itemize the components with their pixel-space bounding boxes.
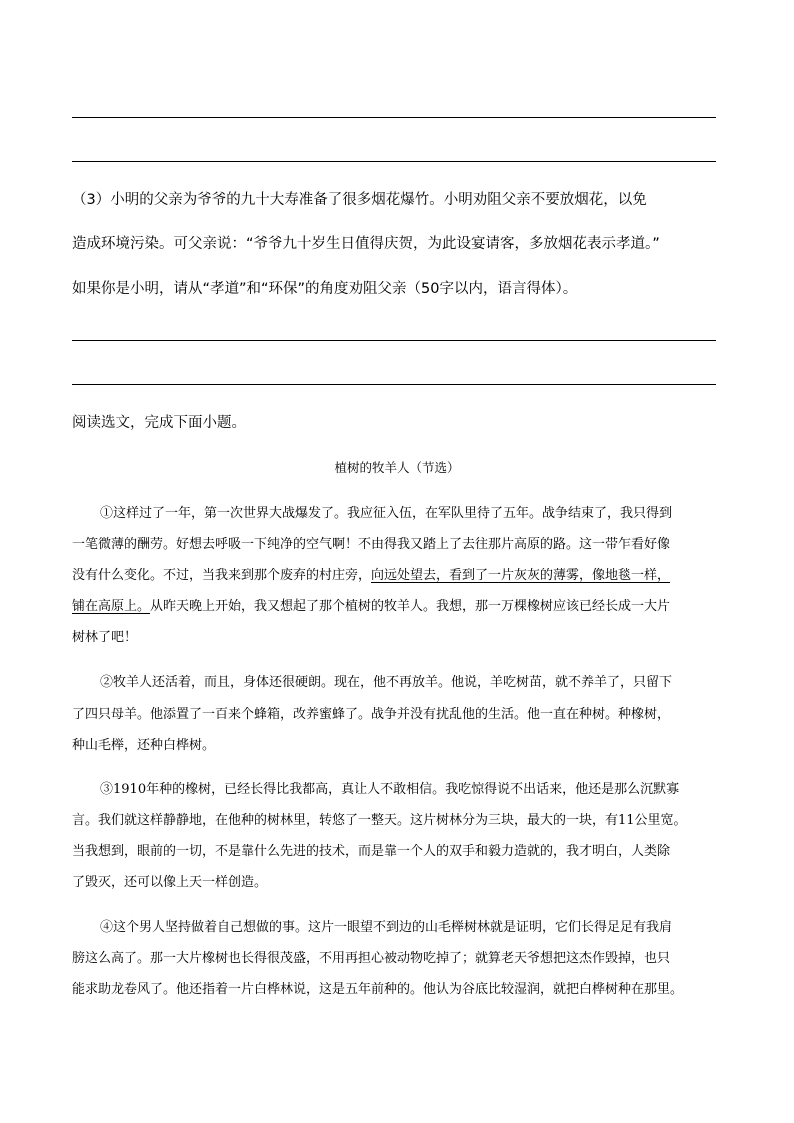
para3-line3: 当我想到，眼前的一切，不是靠什么先进的技术，而是靠一个人的双手和毅力造就的，我才明白，人类除 [72, 844, 671, 859]
para2-line2: 了四只母羊。他添置了一百来个蜂箱，改养蜜蜂了。战争并没有扰乱他的生活。他一直在种树。种橡树， [72, 707, 671, 722]
para1-line1: ①这样过了一年，第一次世界大战爆发了。我应征入伍，在军队里待了五年。战争结束了，我只得到 [100, 506, 673, 521]
para1-line4 [72, 597, 670, 617]
para4-line1: ④这个男人坚持做着自己想做的事。这片一眼望不到边的山毛榉树林就是证明，它们长得足足有我肩 [100, 920, 673, 935]
para1-line3-plain: 没有什么变化。不过，当我来到那个废弃的村庄旁， [72, 568, 372, 583]
para2-line1: ②牧羊人还活着，而且，身体还很硬朗。现在，他不再放羊。他说，羊吃树苗，就不养羊了，只留下 [100, 675, 673, 690]
para1-underlined-sentence-start: 向远处望去，看到了一片灰灰的薄雾，像地毯一样， [371, 568, 671, 583]
para3-line4: 了毁灭，还可以像上天一样创造。 [72, 875, 268, 890]
question3-line3: 如果你是小明，请从“孝道”和“环保”的角度劝阻父亲（50字以内，语言得体）。 [72, 281, 578, 297]
para3-line2: 言。我们就这样静静地，在他种的树林里，转悠了一整天。这片树林分为三块，最大的一块，有11公里宽。 [72, 813, 687, 828]
answer-line-4 [72, 384, 716, 385]
answer-line-1 [72, 117, 716, 118]
question3-line1: （3）小明的父亲为爷爷的九十大寿准备了很多烟花爆竹。小明劝阻父亲不要放烟花，以免 [72, 192, 647, 208]
answer-line-2 [72, 161, 716, 162]
para1-underlined-sentence-end: 铺在高原上。 [72, 599, 151, 614]
para1-line5: 树林了吧！ [72, 630, 138, 645]
passage-title: 植树的牧羊人（节选） [334, 460, 460, 475]
answer-line-3 [72, 340, 716, 341]
question3-line2: 造成环境污染。可父亲说：“爷爷九十岁生日值得庆贺，为此设宴请客，多放烟花表示孝道。” [72, 236, 660, 252]
para2-line3: 种山毛榉，还种白桦树。 [72, 738, 216, 753]
para1-line4-plain: 从昨天晚上开始，我又想起了那个植树的牧羊人。我想，那一万棵橡树应该已经长成一大片 [150, 599, 671, 614]
para1-line3 [72, 566, 670, 586]
reading-instruction: 阅读选文，完成下面小题。 [72, 415, 246, 431]
para3-line1: ③1910年种的橡树，已经长得比我都高，真让人不敢相信。我吃惊得说不出话来，他还是那么沉默寡 [100, 782, 680, 797]
para4-line2: 膀这么高了。那一大片橡树也长得很茂盛，不用再担心被动物吃掉了；就算老天爷想把这杰作毁掉，也只 [72, 951, 671, 966]
para4-line3: 能求助龙卷风了。他还指着一片白桦林说，这是五年前种的。他认为谷底比较湿润，就把白桦树种在那里。 [72, 982, 684, 997]
para1-line2: 一笔微薄的酬劳。好想去呼吸一下纯净的空气啊！不由得我又踏上了去往那片高原的路。这一带乍看好像 [72, 537, 671, 552]
